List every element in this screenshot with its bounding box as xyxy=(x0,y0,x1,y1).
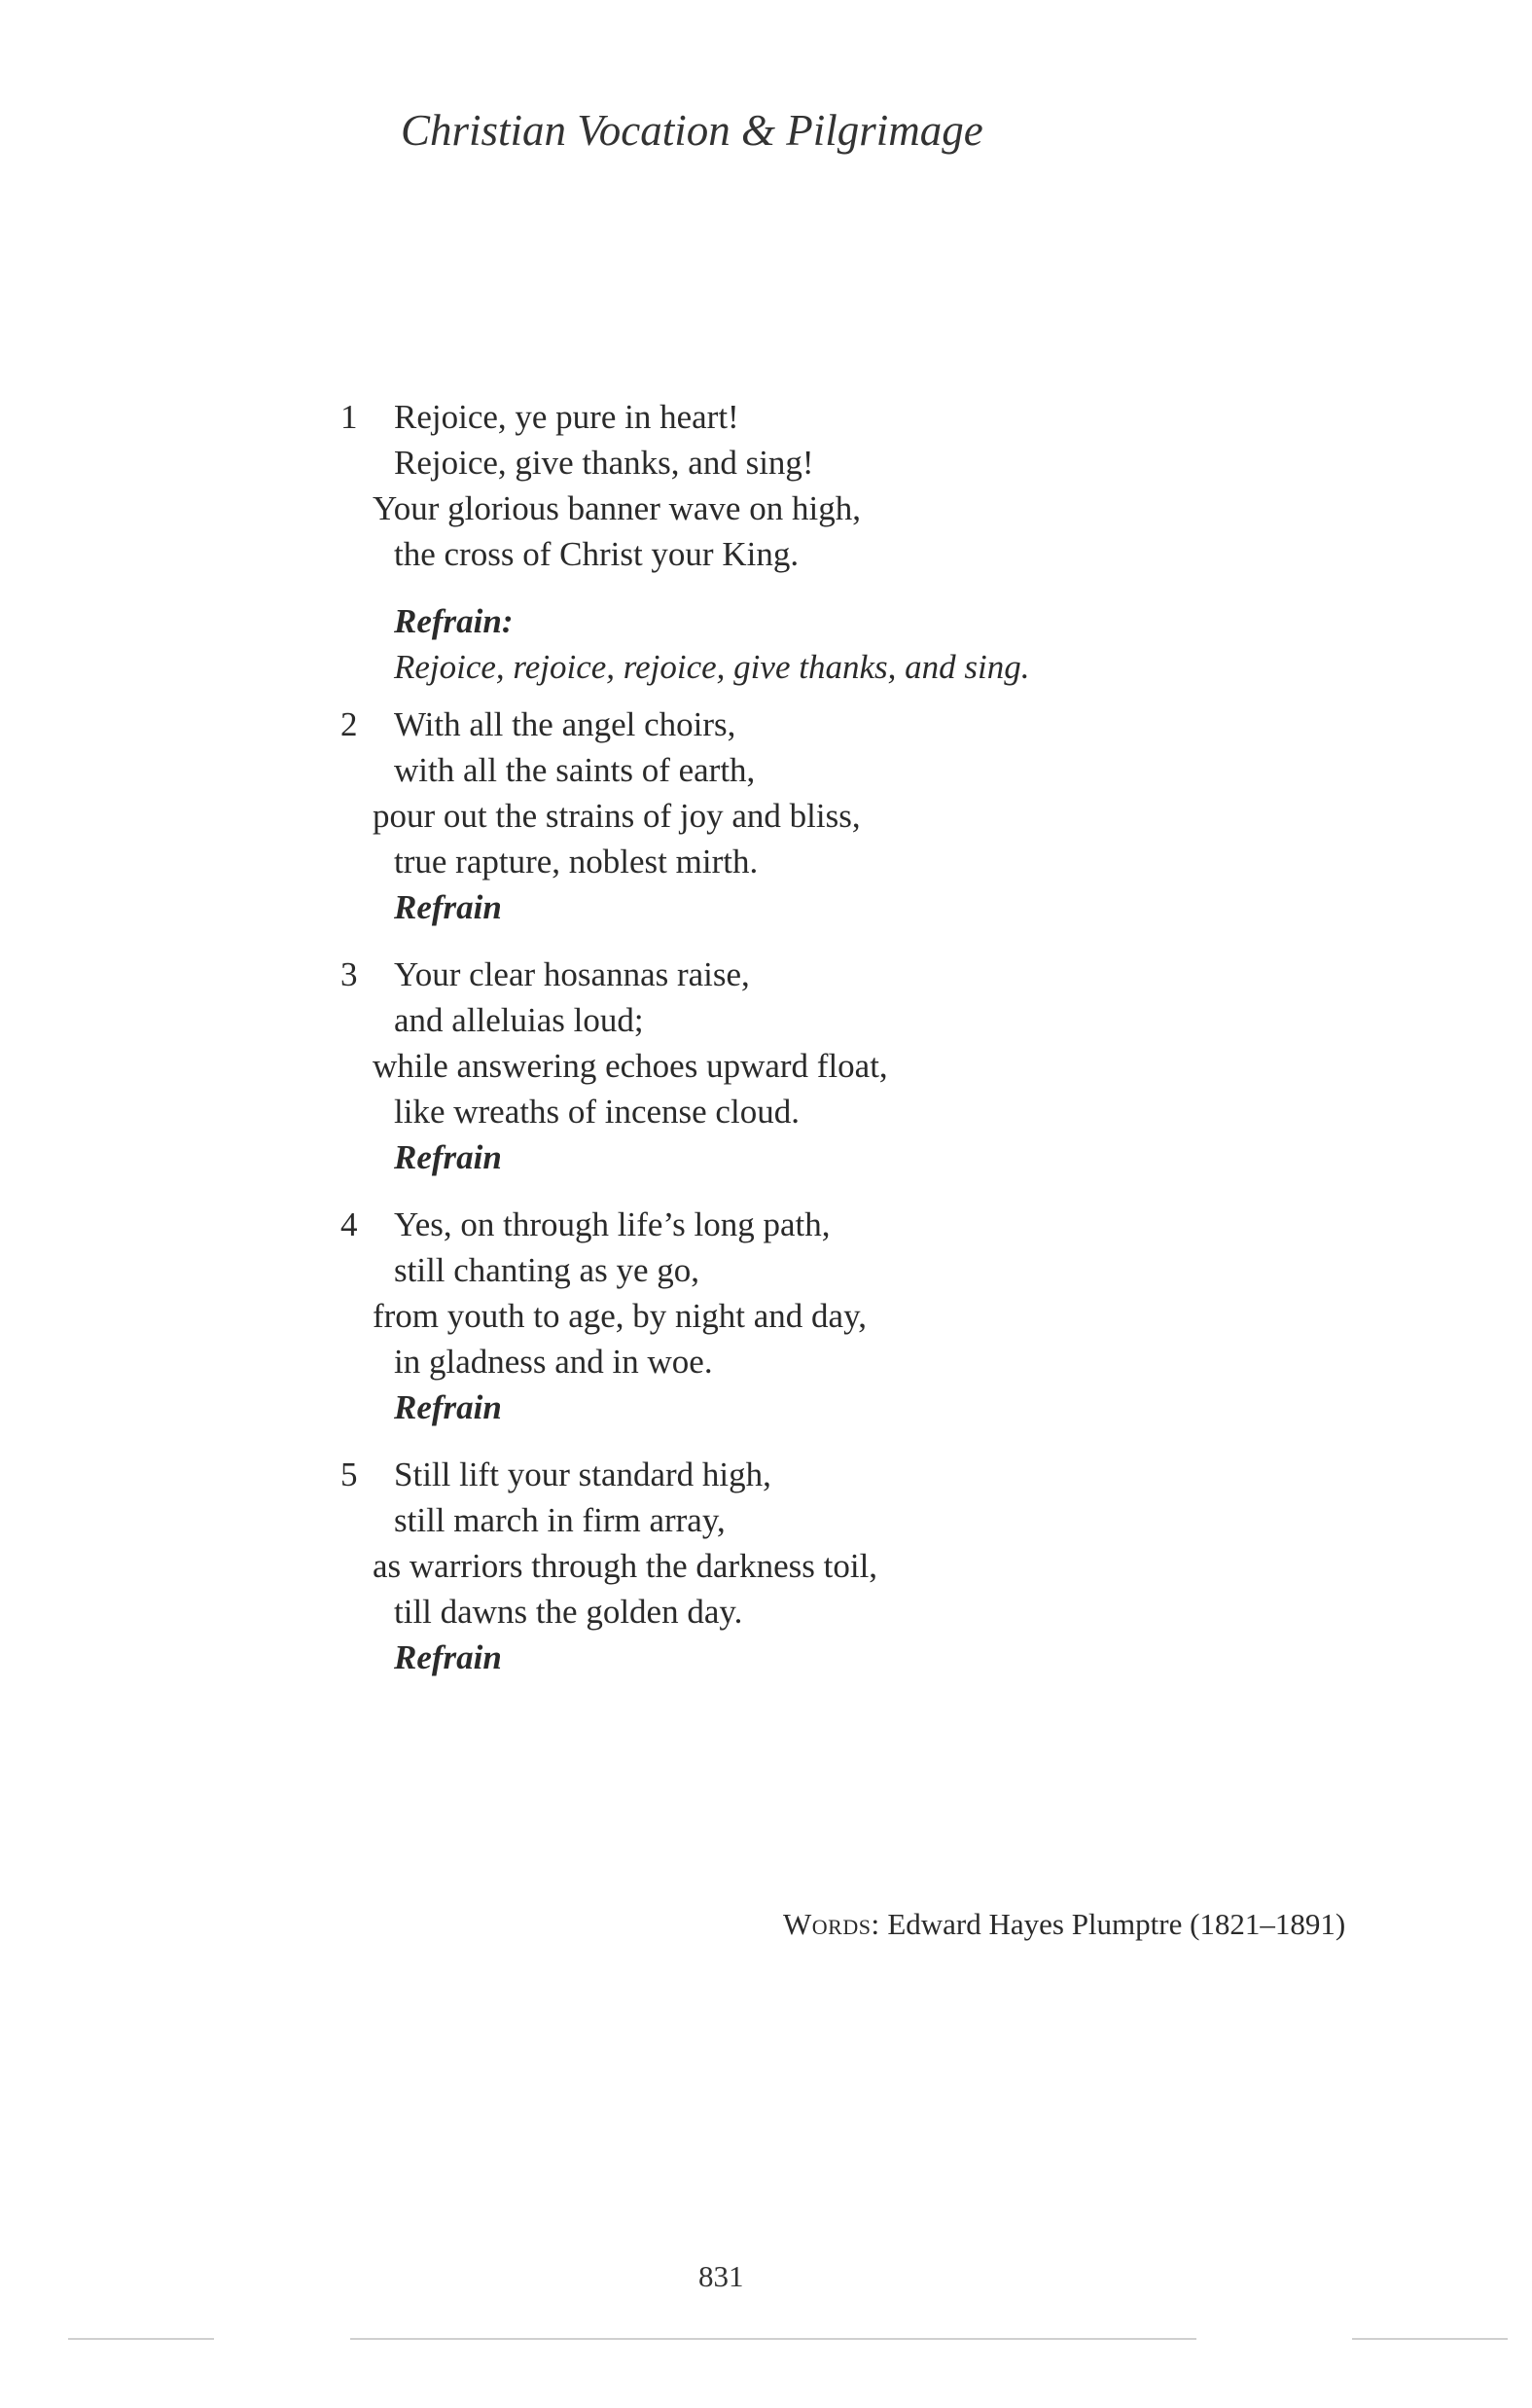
credit-text: Edward Hayes Plumptre (1821–1891) xyxy=(887,1907,1346,1941)
refrain-label: Refrain: xyxy=(394,602,514,640)
stanza-line-text: Rejoice, give thanks, and sing! xyxy=(394,444,814,482)
stanza-line xyxy=(340,839,1216,884)
stanza-line xyxy=(340,1293,1216,1339)
stanza-line xyxy=(340,997,1216,1043)
stanza-line xyxy=(340,701,1216,747)
footer-rule-left xyxy=(68,2338,214,2340)
footer-rule-center xyxy=(350,2338,1196,2340)
stanza-line-text: still chanting as ye go, xyxy=(394,1251,699,1289)
stanza-line-text: till dawns the golden day. xyxy=(394,1593,743,1631)
refrain-label: Refrain xyxy=(394,1388,502,1426)
stanza-line-text: like wreaths of incense cloud. xyxy=(394,1093,800,1131)
stanza-1 xyxy=(340,394,1216,690)
stanza-line xyxy=(340,1247,1216,1293)
stanza-line-text: true rapture, noblest mirth. xyxy=(394,843,759,881)
stanza-line-text: Rejoice, ye pure in heart! xyxy=(394,398,739,436)
stanza-line xyxy=(340,952,1216,997)
stanza-5 xyxy=(340,1452,1216,1680)
stanza-2 xyxy=(340,701,1216,930)
stanza-number: 4 xyxy=(340,1205,358,1243)
stanza-line xyxy=(340,1043,1216,1089)
stanza-line-text: from youth to age, by night and day, xyxy=(373,1297,868,1335)
running-head: Christian Vocation & Pilgrimage xyxy=(401,106,983,155)
stanza-line-text: Your clear hosannas raise, xyxy=(394,955,750,993)
stanza-line xyxy=(340,394,1216,440)
stanza-line-text: with all the saints of earth, xyxy=(394,751,756,789)
stanza-line-text: With all the angel choirs, xyxy=(394,705,736,743)
stanza-number: 2 xyxy=(340,705,358,743)
refrain-label: Refrain xyxy=(394,1638,502,1676)
stanza-line xyxy=(340,1202,1216,1247)
stanza-line xyxy=(340,1089,1216,1134)
stanza-line-text: Yes, on through life’s long path, xyxy=(394,1205,831,1243)
stanza-line-text: Still lift your standard high, xyxy=(394,1456,771,1493)
stanza-line-text: still march in firm array, xyxy=(394,1501,726,1539)
stanza-line xyxy=(340,747,1216,793)
hymn-text xyxy=(340,394,1216,1680)
stanza-line-text: and alleluias loud; xyxy=(394,1001,644,1039)
stanza-line xyxy=(340,485,1216,531)
stanza-line xyxy=(340,1543,1216,1589)
stanza-number: 1 xyxy=(340,398,358,436)
stanza-4 xyxy=(340,1202,1216,1430)
stanza-line xyxy=(340,440,1216,485)
stanza-number: 3 xyxy=(340,955,358,993)
refrain-label: Refrain xyxy=(394,1138,502,1176)
stanza-3 xyxy=(340,952,1216,1180)
stanza-line-text: while answering echoes upward float, xyxy=(373,1047,888,1085)
words-credit xyxy=(783,1907,1345,1942)
stanza-line xyxy=(340,1589,1216,1635)
stanza-line-text: as warriors through the darkness toil, xyxy=(373,1547,878,1585)
stanza-line xyxy=(340,1339,1216,1384)
credit-label: Words: xyxy=(783,1907,880,1941)
stanza-line xyxy=(340,793,1216,839)
stanza-number: 5 xyxy=(340,1456,358,1493)
page-number: 831 xyxy=(698,2259,744,2293)
refrain-label: Refrain xyxy=(394,888,502,926)
stanza-line xyxy=(340,1497,1216,1543)
stanza-line-text: Your glorious banner wave on high, xyxy=(373,489,861,527)
footer-rule-right xyxy=(1352,2338,1508,2340)
refrain-text: Rejoice, rejoice, rejoice, give thanks, and sing. xyxy=(394,648,1030,686)
stanza-line xyxy=(340,1452,1216,1497)
stanza-line-text: the cross of Christ your King. xyxy=(394,535,800,573)
stanza-line xyxy=(340,531,1216,577)
stanza-line-text: pour out the strains of joy and bliss, xyxy=(373,797,861,835)
stanza-line-text: in gladness and in woe. xyxy=(394,1343,713,1381)
